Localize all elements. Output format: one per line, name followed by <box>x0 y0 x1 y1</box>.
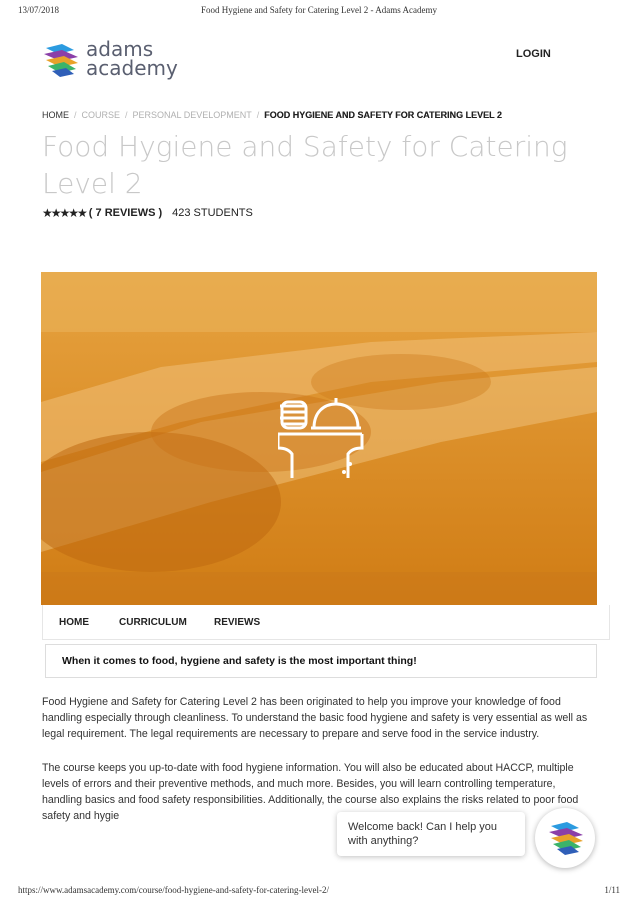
print-url: https://www.adamsacademy.com/course/food-hygiene-and-safety-for-catering-level-2/ <box>18 885 330 895</box>
print-page-number: 1/11 <box>604 885 620 895</box>
course-tabs <box>42 605 610 640</box>
adams-academy-logo[interactable] <box>40 38 180 80</box>
description-paragraph-1: Food Hygiene and Safety for Catering Level 2 has been originated to help you improve your knowledge of food handling especially through cleanliness. To understand the basic food hygiene and safety is very essential as well as legal requirement. The legal requirements are necessary to prepare and serve food in the service industry. <box>42 696 588 740</box>
print-title: Food Hygiene and Safety for Catering Level 2 - Adams Academy <box>201 5 437 15</box>
reviews-count-link[interactable]: ( 7 REVIEWS ) <box>88 207 163 219</box>
chat-message: Welcome back! Can I help you with anything? <box>348 821 497 847</box>
login-link[interactable]: LOGIN <box>516 48 551 60</box>
print-date: 13/07/2018 <box>18 5 60 15</box>
highlight-notice <box>45 644 597 678</box>
print-header <box>0 0 638 20</box>
chat-launcher-button[interactable] <box>535 808 595 868</box>
chat-welcome-bubble[interactable] <box>337 812 525 856</box>
breadcrumb-current: FOOD HYGIENE AND SAFETY FOR CATERING LEVEL 2 <box>264 110 502 120</box>
breadcrumb-course[interactable]: COURSE <box>81 110 121 120</box>
breadcrumb <box>42 110 502 120</box>
breadcrumb-separator: / <box>74 110 77 120</box>
page-title: Food Hygiene and Safety for Catering Level 2 <box>42 130 568 200</box>
notice-text: When it comes to food, hygiene and safety is the most important thing! <box>62 655 417 667</box>
tab-home[interactable]: HOME <box>59 617 89 628</box>
chat-logo-icon <box>535 808 595 868</box>
star-rating-icon: ★★★★★ <box>42 206 86 220</box>
tab-reviews[interactable]: REVIEWS <box>214 617 261 628</box>
breadcrumb-separator: / <box>125 110 128 120</box>
catering-dish-icon <box>278 392 364 480</box>
students-count: 423 STUDENTS <box>172 207 253 219</box>
logo-mark-icon <box>40 40 82 78</box>
logo-text-adams: adams <box>86 37 154 61</box>
breadcrumb-home[interactable]: HOME <box>42 110 69 120</box>
breadcrumb-category[interactable]: PERSONAL DEVELOPMENT <box>132 110 252 120</box>
logo-text-academy: academy <box>86 56 178 80</box>
course-rating <box>42 206 253 220</box>
description-paragraph-2: The course keeps you up-to-date with food hygiene information. You will also be educated about HACCP, multiple levels of errors and their preventive methods, and much more. Besides, you will learn controlling temperature, handling basics and food safety responsibilities. Additionally, the course also explains the risks related to poor food safety and hygie <box>42 762 579 822</box>
tab-curriculum[interactable]: CURRICULUM <box>119 617 187 628</box>
breadcrumb-separator: / <box>256 110 260 120</box>
